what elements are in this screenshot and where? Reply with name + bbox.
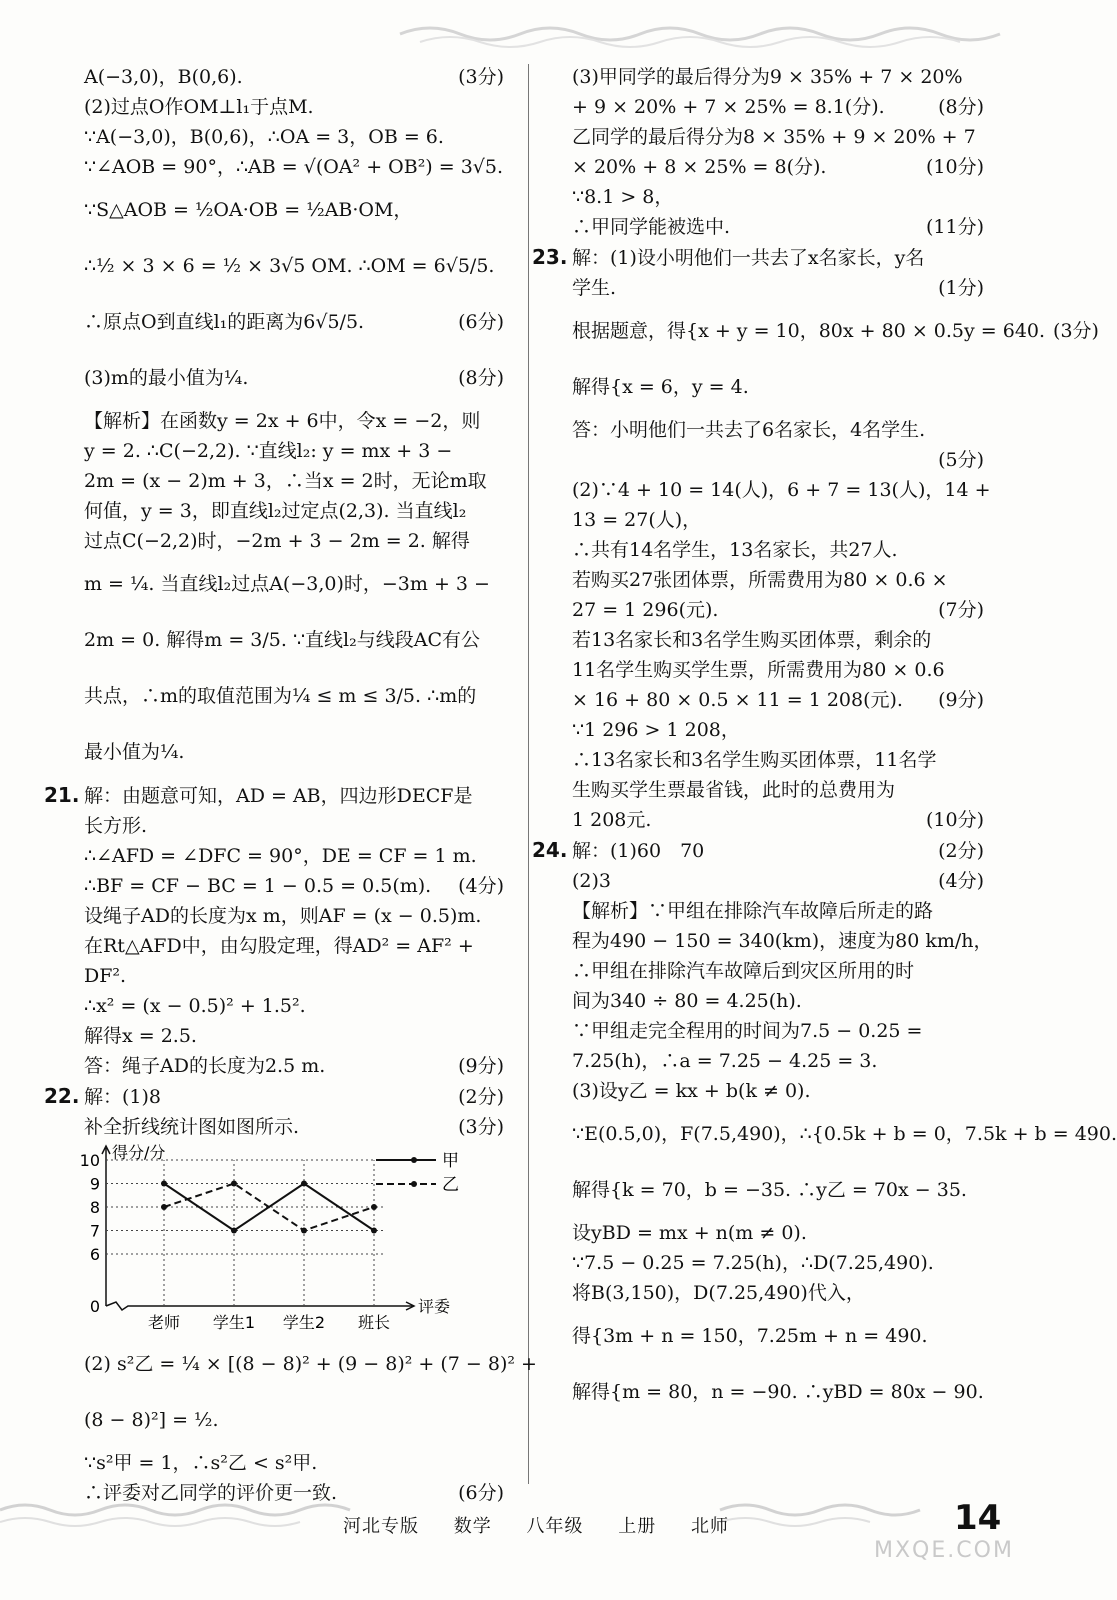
line-text: 24. 解：(1)60 70 bbox=[572, 835, 704, 866]
solution-line bbox=[84, 931, 504, 961]
line-text: DF². bbox=[84, 965, 127, 987]
solution-line bbox=[572, 359, 984, 415]
line-text: 长方形. bbox=[84, 815, 148, 837]
solution-line bbox=[84, 901, 504, 931]
solution-line bbox=[84, 238, 504, 294]
line-text: ∴BF = CF − BC = 1 − 0.5 = 0.5(m). bbox=[84, 875, 432, 897]
solution-line bbox=[572, 745, 984, 775]
line-text: 答：绳子AD的长度为2.5 m. bbox=[84, 1055, 326, 1077]
solution-line bbox=[572, 685, 984, 715]
y-tick-label: 7 bbox=[89, 1221, 100, 1241]
solution-line bbox=[572, 535, 984, 565]
score-label: (9分) bbox=[458, 1055, 504, 1077]
solution-line bbox=[84, 466, 504, 496]
solution-line bbox=[572, 1364, 984, 1420]
line-text: ∵s²甲 = 1，∴s²乙 < s²甲. bbox=[84, 1452, 318, 1474]
line-text: (3)m的最小值为¼. bbox=[84, 367, 249, 389]
solution-line bbox=[84, 668, 504, 724]
data-point bbox=[161, 1181, 167, 1187]
solution-line bbox=[572, 805, 984, 835]
line-text: (3)设y乙 = kx + b(k ≠ 0). bbox=[572, 1080, 811, 1102]
x-axis-label: 评委 bbox=[418, 1297, 451, 1316]
solution-line bbox=[84, 1112, 504, 1142]
score-label: (6分) bbox=[458, 311, 504, 333]
solution-line bbox=[572, 152, 984, 182]
solution-line bbox=[572, 505, 984, 535]
line-text: ∴甲组在排除汽车故障后到灾区所用的时 bbox=[572, 960, 915, 982]
right-column bbox=[532, 62, 1117, 1420]
page-number: 14 bbox=[954, 1498, 1002, 1538]
line-text: 7.25(h)，∴a = 7.25 − 4.25 = 3. bbox=[572, 1050, 878, 1072]
line-text: 23. 解：(1)设小明他们一共去了x名家长，y名 bbox=[572, 242, 924, 273]
solution-line bbox=[84, 811, 504, 841]
solution-line bbox=[572, 1162, 984, 1218]
solution-line bbox=[84, 526, 504, 556]
line-text: 若13名家长和3名学生购买团体票，剩余的 bbox=[572, 629, 932, 651]
line-text: (8 − 8)²] = ½. bbox=[84, 1409, 219, 1431]
line-text: 学生. bbox=[572, 277, 617, 299]
legend-marker bbox=[411, 1181, 417, 1187]
solution-line bbox=[572, 122, 984, 152]
data-point bbox=[301, 1181, 307, 1187]
question-number: 23. bbox=[532, 245, 568, 269]
line-text: ∵1 296 > 1 208， bbox=[572, 719, 740, 741]
line-text: 1 208元. bbox=[572, 809, 652, 831]
solution-line bbox=[572, 62, 984, 92]
footer-volume: 上册 bbox=[618, 1516, 657, 1537]
line-text: 程为490 − 150 = 340(km)，速度为80 km/h， bbox=[572, 930, 993, 952]
line-text: 2m = (x − 2)m + 3，∴当x = 2时，无论m取 bbox=[84, 470, 487, 492]
line-text: ∴½ × 3 × 6 = ½ × 3√5 OM. ∴OM = 6√5/5. bbox=[84, 255, 495, 277]
y-tick-label: 10 bbox=[79, 1151, 100, 1170]
x-tick-label: 学生2 bbox=[282, 1313, 326, 1332]
solution-line bbox=[572, 415, 984, 445]
line-text: 解得x = 2.5. bbox=[84, 1025, 197, 1047]
solution-line bbox=[572, 92, 984, 122]
solution-line bbox=[84, 406, 504, 436]
solution-line bbox=[572, 655, 984, 685]
score-label: (5分) bbox=[938, 449, 984, 471]
solution-line bbox=[572, 565, 984, 595]
line-text: (2)∵4 + 10 = 14(人)，6 + 7 = 13(人)，14 + bbox=[572, 479, 991, 501]
solution-line bbox=[572, 445, 984, 475]
line-text: 22. 解：(1)8 bbox=[84, 1081, 161, 1112]
line-text: 乙同学的最后得分为8 × 35% + 9 × 20% + 7 bbox=[572, 126, 976, 148]
line-text: 在Rt△AFD中，由勾股定理，得AD² = AF² + bbox=[84, 935, 474, 957]
solution-line bbox=[572, 1016, 984, 1046]
line-text: 11名学生购买学生票，所需费用为80 × 0.6 bbox=[572, 659, 945, 681]
line-text: 【解析】∵甲组在排除汽车故障后所走的路 bbox=[572, 900, 934, 922]
line-text: × 16 + 80 × 0.5 × 11 = 1 208(元). bbox=[572, 689, 903, 711]
line-text: ∴共有14名学生，13名家长，共27人. bbox=[572, 539, 898, 561]
solution-line bbox=[84, 991, 504, 1021]
line-text: 最小值为¼. bbox=[84, 741, 185, 763]
score-label: (8分) bbox=[458, 367, 504, 389]
line-text: 根据题意，得{x + y = 10，80x + 80 × 0.5y = 640. bbox=[572, 320, 1046, 342]
solution-line bbox=[572, 475, 991, 505]
right-lines bbox=[532, 62, 1117, 1420]
footer-edition: 河北专版 bbox=[343, 1516, 420, 1537]
line-text: 解得{x = 6，y = 4. bbox=[572, 376, 749, 398]
line-text: 【解析】在函数y = 2x + 6中，令x = −2，则 bbox=[84, 410, 481, 432]
line-text: 得{3m + n = 150，7.25m + n = 490. bbox=[572, 1325, 928, 1347]
line-text: 27 = 1 296(元). bbox=[572, 599, 719, 621]
solution-line bbox=[572, 595, 984, 625]
solution-line bbox=[84, 724, 504, 780]
solution-line bbox=[84, 1448, 504, 1478]
score-label: (3分) bbox=[458, 66, 504, 88]
line-text: + 9 × 20% + 7 × 25% = 8.1(分). bbox=[572, 96, 885, 118]
solution-line bbox=[84, 841, 504, 871]
solution-line bbox=[84, 556, 504, 612]
solution-line bbox=[572, 182, 984, 212]
score-label: (4分) bbox=[458, 875, 504, 897]
line-text: ∴x² = (x − 0.5)² + 1.5². bbox=[84, 995, 306, 1017]
y-tick-label: 9 bbox=[89, 1174, 100, 1194]
line-text: (2)过点O作OM⊥l₁于点M. bbox=[84, 96, 314, 118]
line-text: (3)甲同学的最后得分为9 × 35% + 7 × 20% bbox=[572, 66, 963, 88]
data-point bbox=[371, 1204, 377, 1210]
line-text: 间为340 ÷ 80 = 4.25(h). bbox=[572, 990, 802, 1012]
legend-label: 甲 bbox=[442, 1151, 459, 1171]
solution-line bbox=[572, 896, 984, 926]
footer-grade: 八年级 bbox=[526, 1516, 584, 1537]
left-lines bbox=[44, 62, 504, 1142]
line-text: ∵A(−3,0)，B(0,6)，∴OA = 3，OB = 6. bbox=[84, 126, 444, 148]
legend-marker bbox=[411, 1157, 417, 1163]
line-text: 答：小明他们一共去了6名家长，4名学生. bbox=[572, 419, 926, 441]
question-number: 21. bbox=[44, 783, 80, 807]
solution-line bbox=[84, 612, 504, 668]
solution-line bbox=[532, 835, 984, 866]
line-text: 共点，∴m的取值范围为¼ ≤ m ≤ 3/5. ∴m的 bbox=[84, 685, 477, 707]
line-text: y = 2. ∴C(−2,2). ∵直线l₂: y = mx + 3 − bbox=[84, 440, 453, 462]
solution-line bbox=[84, 1336, 537, 1392]
data-point bbox=[371, 1228, 377, 1234]
solution-line bbox=[572, 956, 984, 986]
score-label: (6分) bbox=[458, 1482, 504, 1504]
solution-line bbox=[44, 780, 504, 811]
solution-line bbox=[572, 273, 984, 303]
solution-line bbox=[84, 62, 504, 92]
data-point bbox=[231, 1228, 237, 1234]
solution-line bbox=[84, 1051, 504, 1081]
line-text: 补全折线统计图如图所示. bbox=[84, 1116, 300, 1138]
data-point bbox=[161, 1204, 167, 1210]
score-label: (2分) bbox=[458, 1086, 504, 1108]
solution-line bbox=[572, 775, 984, 805]
solution-line bbox=[84, 1021, 504, 1051]
watermark: MXQE.COM bbox=[874, 1538, 1014, 1563]
solution-line bbox=[84, 871, 504, 901]
line-text: ∴13名家长和3名学生购买团体票，11名学 bbox=[572, 749, 937, 771]
line-text: ∵8.1 > 8， bbox=[572, 186, 674, 208]
line-text: 将B(3,150)，D(7.25,490)代入， bbox=[572, 1282, 865, 1304]
line-text: ∵S△AOB = ½OA·OB = ½AB·OM， bbox=[84, 199, 413, 221]
solution-line bbox=[84, 182, 504, 238]
legend-label: 乙 bbox=[442, 1175, 459, 1195]
line-text: 解得{m = 80，n = −90. ∴yBD = 80x − 90. bbox=[572, 1381, 984, 1403]
solution-line bbox=[572, 986, 984, 1016]
solution-line bbox=[572, 1076, 984, 1106]
solution-line bbox=[572, 1106, 1117, 1162]
score-label: (2分) bbox=[938, 840, 984, 862]
line-text: 解得{k = 70，b = −35. ∴y乙 = 70x − 35. bbox=[572, 1179, 967, 1201]
line-text: 设yBD = mx + n(m ≠ 0). bbox=[572, 1222, 807, 1244]
line-text: ∵E(0.5,0)，F(7.5,490)，∴{0.5k + b = 0，7.5k + b = 490. bbox=[572, 1123, 1117, 1145]
line-text: 何值，y = 3，即直线l₂过定点(2,3). 当直线l₂ bbox=[84, 500, 467, 522]
footer-subject: 数学 bbox=[453, 1516, 492, 1537]
solution-line bbox=[84, 1478, 504, 1508]
data-point bbox=[231, 1181, 237, 1187]
left-lines-after-chart bbox=[84, 1336, 537, 1508]
solution-line bbox=[572, 715, 984, 745]
line-text: A(−3,0)，B(0,6). bbox=[84, 66, 243, 88]
footer-publisher: 北师 bbox=[690, 1516, 729, 1537]
solution-line bbox=[84, 1392, 504, 1448]
line-text: 若购买27张团体票，所需费用为80 × 0.6 × bbox=[572, 569, 948, 591]
line-text: ∵∠AOB = 90°，∴AB = √(OA² + OB²) = 3√5. bbox=[84, 156, 504, 178]
column-divider bbox=[528, 64, 529, 1484]
line-text: (2)3 bbox=[572, 870, 612, 892]
solution-line bbox=[44, 1081, 504, 1112]
solution-line bbox=[572, 926, 993, 956]
solution-line bbox=[532, 242, 984, 273]
solution-line bbox=[84, 436, 504, 466]
y-tick-label: 8 bbox=[89, 1198, 100, 1217]
solution-line bbox=[84, 961, 504, 991]
solution-line bbox=[572, 1308, 984, 1364]
solution-line bbox=[84, 152, 504, 182]
score-label: (9分) bbox=[938, 689, 984, 711]
solution-line bbox=[84, 350, 504, 406]
x-tick-label: 老师 bbox=[147, 1313, 181, 1332]
y-tick-label: 0 bbox=[89, 1297, 100, 1316]
y-axis-label: 得分/分 bbox=[112, 1143, 166, 1162]
score-label: (10分) bbox=[925, 809, 984, 831]
line-text: ∴甲同学能被选中. bbox=[572, 216, 731, 238]
score-label: (8分) bbox=[938, 96, 984, 118]
line-text: (2) s²乙 = ¼ × [(8 − 8)² + (9 − 8)² + (7 − 8)² + bbox=[84, 1353, 537, 1375]
solution-line bbox=[84, 496, 504, 526]
solution-line bbox=[84, 294, 504, 350]
left-column bbox=[44, 62, 537, 1508]
line-text: 2m = 0. 解得m = 3/5. ∵直线l₂与线段AC有公 bbox=[84, 629, 480, 651]
x-tick-label: 学生1 bbox=[212, 1313, 256, 1332]
line-text: 过点C(−2,2)时，−2m + 3 − 2m = 2. 解得 bbox=[84, 530, 470, 552]
solution-line bbox=[84, 92, 504, 122]
score-label: (7分) bbox=[938, 599, 984, 621]
solution-line bbox=[572, 1218, 984, 1248]
line-text: ∴评委对乙同学的评价更一致. bbox=[84, 1482, 338, 1504]
question-number: 24. bbox=[532, 838, 568, 862]
solution-line bbox=[572, 212, 984, 242]
solution-line bbox=[84, 122, 504, 152]
question-number: 22. bbox=[44, 1084, 80, 1108]
line-text: 21. 解：由题意可知，AD = AB，四边形DECF是 bbox=[84, 780, 472, 811]
solution-line bbox=[572, 866, 984, 896]
solution-line bbox=[572, 303, 1099, 359]
line-text: 13 = 27(人)， bbox=[572, 509, 702, 531]
solution-line bbox=[572, 1278, 984, 1308]
line-text: × 20% + 8 × 25% = 8(分). bbox=[572, 156, 827, 178]
solution-line bbox=[572, 1248, 984, 1278]
line-chart bbox=[79, 1143, 484, 1336]
page-footer bbox=[0, 1512, 1072, 1538]
score-label: (11分) bbox=[925, 216, 984, 238]
line-text: 设绳子AD的长度为x m，则AF = (x − 0.5)m. bbox=[84, 905, 482, 927]
score-label: (3分) bbox=[458, 1116, 504, 1138]
line-text: 生购买学生票最省钱，此时的总费用为 bbox=[572, 779, 896, 801]
header-decoration bbox=[400, 14, 1000, 50]
line-text: ∵7.5 − 0.25 = 7.25(h)，∴D(7.25,490). bbox=[572, 1252, 934, 1274]
score-label: (10分) bbox=[925, 156, 984, 178]
score-label: (4分) bbox=[938, 870, 984, 892]
line-text: m = ¼. 当直线l₂过点A(−3,0)时，−3m + 3 − bbox=[84, 573, 490, 595]
line-text: ∴原点O到直线l₁的距离为6√5/5. bbox=[84, 311, 365, 333]
solution-line bbox=[572, 1046, 984, 1076]
y-tick-label: 6 bbox=[89, 1245, 100, 1264]
x-tick-label: 班长 bbox=[357, 1313, 391, 1332]
score-label: (3分) bbox=[1053, 320, 1099, 342]
line-text: ∴∠AFD = ∠DFC = 90°，DE = CF = 1 m. bbox=[84, 845, 477, 867]
solution-line bbox=[572, 625, 984, 655]
line-text: ∵甲组走完全程用的时间为7.5 − 0.25 = bbox=[572, 1020, 923, 1042]
x-axis bbox=[106, 1302, 414, 1310]
data-point bbox=[301, 1228, 307, 1234]
score-label: (1分) bbox=[938, 277, 984, 299]
